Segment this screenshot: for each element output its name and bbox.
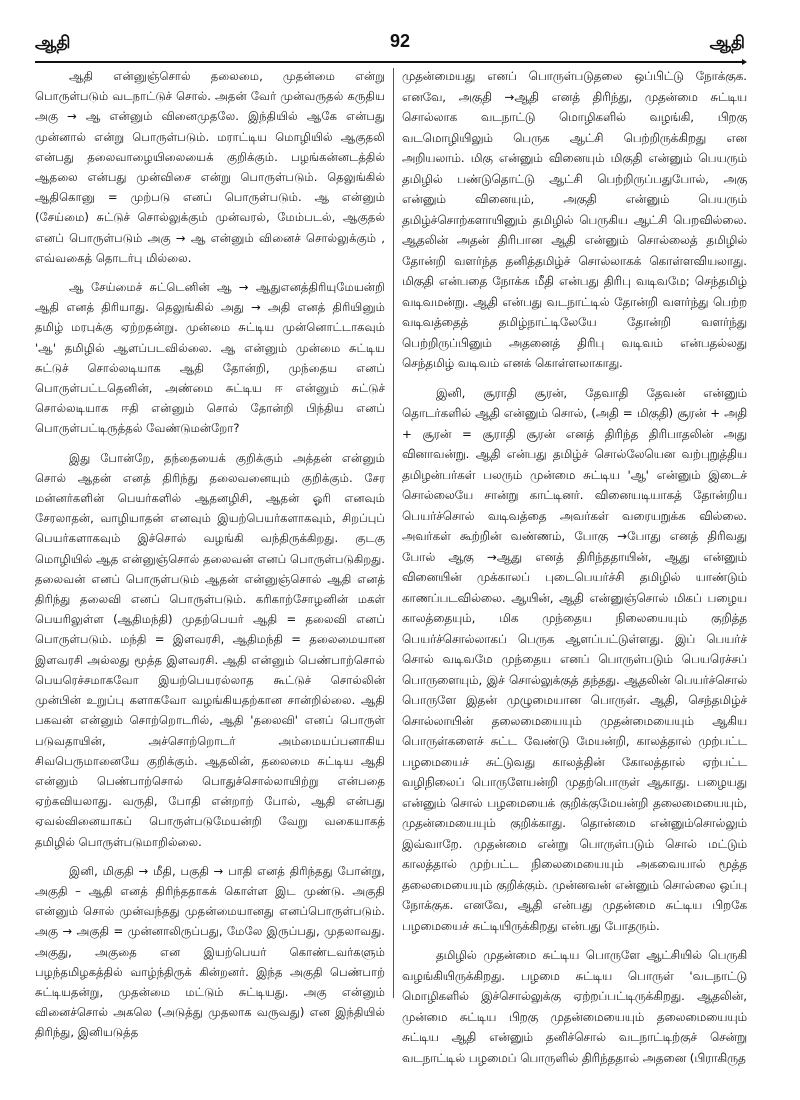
paragraph: ஆ சேய்மைச் சுட்டெனின் ஆ → ஆதுஎனத்திரியுமேயன்றி ஆதி எனத் திரியாது. தெலுங்கில் அது → அதி எனத் திரியினும் தமிழ் மரபுக்கு ஏற்றதன்று. முன்மை சுட்டிய முன்னொட்டாகவும் 'ஆ' தமிழில் ஆளப்படவில்லை. ஆ என்னும் முன்மை சுட்டிய சுட்டுச் சொல்லடியாக ஆதி தோன்றி, முந்தைய எனப் பொருள்பட்டதெனின், அண்மை சுட்டிய ஈ என்னும் சுட்டுச் சொல்லடியாக ஈதி என்னும் சொல் தோன்றி பிந்திய எனப் பொருள்பட்டிருத்தல் வேண்டுமன்றோ?: [35, 280, 385, 436]
left-column: [35, 66, 385, 1052]
paragraph: இது போன்றே, தந்தையைக் குறிக்கும் அத்தன் என்னும் சொல் ஆதன் எனத் திரிந்து தலைவனையும் குறிக்கும். சேர மன்னர்களின் பெயர்களில் ஆதனழிசி, ஆதன் ஓரி எனவும் சேரலாதன், வாழியாதன் எனவும் இயற்பெயர்களாகவும், சிறப்புப் பெயர்களாகவும் இச்சொல் வழங்கி வந்திருக்கிறது. குடகு மொழியில் ஆத என்னுஞ்சொல் தலைவன் எனப் பொருள்படுகிறது. தலைவன் எனப் பொருள்படும் ஆதன் என்னுஞ்சொல் ஆதி எனத் திரிந்து தலைவி எனப் பொருள்படும். கரிகாற்சோழனின் மகள் பெயரிலுள்ள (ஆதிமந்தி) முதற்பெயர் ஆதி = தலைவி எனப் பொருள்படும். மந்தி = இளவரசி, ஆதிமந்தி = தலைமையான இளவரசி அல்லது மூத்த இளவரசி. ஆதி என்னும் பெண்பாற்சொல் பெயரெச்சமாகவோ இயற்பெயரல்லாத கூட்டுச் சொல்லின் முன்பின் உறுப்பு களாகவோ வழங்கியதற்கான சான்றில்லை. ஆதி பகவன் என்னும் சொற்றொடரில், ஆதி 'தலைவி' எனப் பொருள் படுவதாயின், அச்சொற்றொடர் அம்மையப்பனாகிய சிவபெருமானையே குறிக்கும். ஆதலின், தலைமை சுட்டிய ஆதி என்னும் பெண்பாற்சொல் பொதுச்சொல்லாயிற்று என்பதை ஏற்கவியலாது. வருதி, போதி என்றாற் போல், ஆதி என்பது ஏவல்வினையாகப் பொருள்படுமேயன்றி வேறு வகையாகத் தமிழில் பொருள்படுமாறில்லை.: [35, 450, 385, 849]
page-number: 92: [389, 31, 411, 51]
paragraph: முதன்மையது எனப் பொருள்படுதலை ஒப்பிட்டு நோக்குக. எனவே, அகுதி →ஆதி எனத் திரிந்து, முதன்மை சுட்டிய சொல்லாக வடநாட்டு மொழிகளில் வழங்கி, பிறகு வடமொழியிலும் பெருக ஆட்சி பெற்றிருக்கிறது என அறியலாம். மிகு என்னும் வினையும் மிகுதி என்னும் பெயரும் தமிழில் பண்டுதொட்டு ஆட்சி பெற்றிருப்பதுபோல், அகு என்னும் வினையும், அகுதி என்னும் பெயரும் தமிழ்ச்சொற்களாயினும் தமிழில் பெருகிய ஆட்சி பெறவில்லை. ஆதலின் அதன் திரிபான ஆதி என்னும் சொல்லைத் தமிழில் தோன்றி வளர்ந்த தனித்தமிழ்ச் சொல்லாகக் கொள்ளவியலாது. மிகுதி என்பதை நோக்க மீதி என்பது திரிபு வடிவமே; செந்தமிழ் வடிவமன்று. ஆதி என்பது வடநாட்டில் தோன்றி வளர்ந்து பெற்ற வடிவத்தைத் தமிழ்நாட்டிலேயே தோன்றி வளர்ந்து பெற்றிருப்பினும் அதனைத் திரிபு வடிவம் என்பதல்லது செந்தமிழ் வடிவம் எனக் கொள்ளலாகாது.: [402, 69, 747, 370]
paragraph: தமிழில் முதன்மை சுட்டிய பொருளே ஆட்சியில் பெருகி வழங்கியிருக்கிறது. பழமை சுட்டிய பொருள் 'வடநாட்டு மொழிகளில் இச்சொல்லுக்கு ஏற்றப்பட்டிருக்கிறது. ஆதலின், முன்மை சுட்டிய பிறகு முதன்மையையும் தலைமையையும் சுட்டிய ஆதி என்னும் தனிச்சொல் வடநாட்டிற்குச் சென்று வடநாட்டில் பழமைப் பொருளில் திரிந்ததால் அதனை (பிராகிருத: [402, 948, 747, 1065]
running-head-right: ஆதி: [709, 33, 745, 53]
running-head-left: ஆதி: [35, 33, 71, 53]
paragraph: இனி, மிகுதி → மீதி, பகுதி → பாதி எனத் திரிந்தது போன்று, அகுதி – ஆதி எனத் திரிந்ததாகக் கொள்ள இட முண்டு. அகுதி என்னும் சொல் முன்வந்தது முதன்மையானது எனப்பொருள்படும். அகு → அகுதி = முன்னாலிருப்பது, மேலே இருப்பது, முதலாவது. அகுது, அகுதை என இயற்பெயர் கொண்டவர்களும் பழந்தமிழகத்தில் வாழ்ந்திருக் கின்றனர். இந்த அகுதி பெண்பாற் சுட்டியதன்று, முதன்மை மட்டும் சுட்டியது. அகு என்னும் வினைச்சொல் அகலெ (அடுத்து முதலாக வருவது) என இந்தியில் திரிந்து, இனியடுத்த: [35, 863, 385, 1040]
right-column: [402, 66, 747, 1077]
header-rule: [35, 61, 745, 63]
column-divider: [393, 68, 394, 998]
paragraph: இனி, சூராதி சூரன், தேவாதி தேவன் என்னும் தொடர்களில் ஆதி என்னும் சொல், (அதி = மிகுதி) சூரன் + அதி + சூரன் = சூராதி சூரன் எனத் திரிந்த திரிபாதலின் அது வினாவன்று. ஆதி என்பது தமிழ்ச் சொல்லேயென வற்புறுத்திய தமிழன்பர்கள் பலரும் முன்மை சுட்டிய 'ஆ' என்னும் இடைச் சொல்லையே சான்று காட்டினர். வினையடியாகத் தோன்றிய பெயர்ச்சொல் வடிவத்தை அவர்கள் வரையறுக்க வில்லை. அவர்கள் கூற்றின் வண்ணம், போகு →போது எனத் திரிவது போல் ஆகு →ஆது எனத் திரிந்ததாயின், ஆது என்னும் வினையின் முக்காலப் புடைபெயர்ச்சி தமிழில் யாண்டும் காணப்படவில்லை. ஆயின், ஆதி என்னுஞ்சொல் மிகப் பழைய காலத்தையும், மிக முந்தைய நிலையையும் குறித்த பெயர்ச்சொல்லாகப் பெருக ஆளப்பட்டுள்ளது. இப் பெயர்ச் சொல் வடிவமே முந்தைய எனப் பொருள்படும் பெயரெச்சப் பொருளையும், இச் சொல்லுக்குத் தந்தது. ஆதலின் பெயர்ச்சொல் பொருளே இதன் முழுமையான பொருள். ஆதி, செந்தமிழ்ச் சொல்லாயின் தலைமையையும் முதன்மையையும் ஆகிய பொருள்களைச் சுட்ட வேண்டு மேயன்றி, காலத்தால் முற்பட்ட பழமையைச் சுட்டுவது காலத்தின் கோலத்தால் ஏற்பட்ட வழிநிலைப் பொருளேயன்றி முதற்பொருள் ஆகாது. பழையது என்னும் சொல் பழமையைக் குறிக்குமேயன்றி தலைமையையும், முதன்மையையும் குறிக்காது. தொன்மை என்னும்சொல்லும் இவ்வாறே. முதன்மை என்று பொருள்படும் சொல் மட்டும் காலத்தால் முற்பட்ட நிலைமையையும் அகவையால் மூத்த தலைமையையும் குறிக்கும். முன்னவன் என்னும் சொல்லை ஒப்பு நோக்குக. எனவே, ஆதி என்பது முதன்மை சுட்டிய பிறகே பழமையைச் சுட்டியிருக்கிறது என்பது போதரும்.: [402, 385, 747, 933]
paragraph: ஆதி என்னுஞ்சொல் தலைமை, முதன்மை என்று பொருள்படும் வடநாட்டுச் சொல். அதன் வேர் முன்வருதல் கருதிய அகு → ஆ என்னும் வினைமுதலே. இந்தியில் ஆகே என்பது முன்னால் என்று பொருள்படும். மராட்டிய மொழியில் ஆகுதலி என்பது தலைவாழையிலையைக் குறிக்கும். பழங்கன்னடத்தில் ஆதலை என்பது முன்விசை என்று பொருள்படும். தெலுங்கில் ஆதிகொனு = முற்படு எனப் பொருள்படும். ஆ என்னும் (சேய்மை) சுட்டுச் சொல்லுக்கும் முன்வரல், மேம்படல், ஆகுதல் எனப் பொருள்படும் அகு → ஆ என்னும் வினைச் சொல்லுக்கும் , எவ்வகைத் தொடர்பு மில்லை.: [35, 69, 385, 265]
